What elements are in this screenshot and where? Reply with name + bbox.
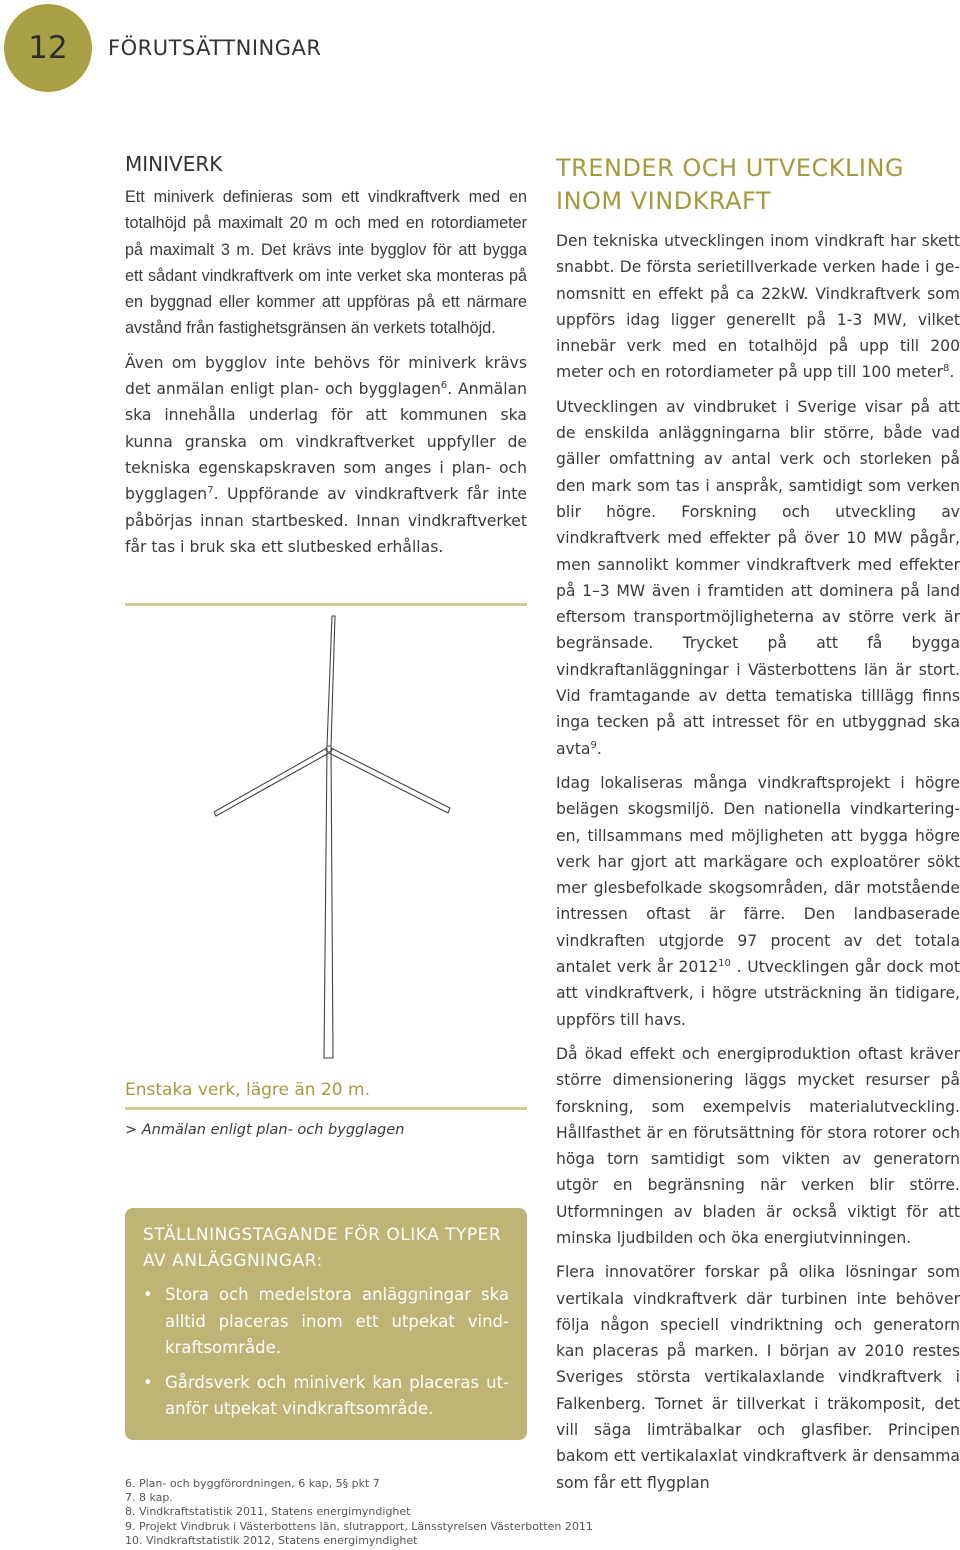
p1-text-b: . (949, 363, 955, 382)
trends-paragraph-3 (556, 770, 960, 1033)
footnotes (125, 1477, 593, 1548)
footnote-6: 6. Plan- och byggförordningen, 6 kap, 5§ pkt 7 (125, 1477, 380, 1490)
list-item-text: Stora och medelstora anläggningar ska alltid placeras inom ett utpekat vindkraftsområde. (165, 1285, 509, 1357)
page-number-badge: 12 (4, 4, 92, 92)
list-item (143, 1370, 509, 1423)
footnote-ref-10[interactable]: 10 (718, 957, 731, 969)
wind-turbine-illustration (200, 608, 460, 1068)
list-item-text: Gårdsverk och miniverk kan placeras utanför utpekat vindkraftsområde. (165, 1372, 509, 1418)
p2-text-c: . Uppförande av vindkraftverk får inte påbörjas innan startbesked. Innan vindkraftverket får tas i bruk ska ett slutbesked erhållas. (125, 485, 527, 556)
list-item (143, 1282, 509, 1362)
trends-heading: TRENDER OCH UTVECKLING INOM VINDKRAFT (556, 154, 905, 215)
section-title: FÖRUTSÄTTNINGAR (108, 36, 322, 60)
p3-text-b: . Utvecklingen går dock mot att vindkraftverk, i högre utsträckning än tidigare, uppförs till havs. (556, 958, 960, 1029)
left-column (125, 152, 527, 568)
bullet-icon: • (143, 1372, 153, 1392)
footnote-ref-7[interactable]: 7 (207, 485, 214, 497)
footnote-7: 7. 8 kap. (125, 1491, 173, 1505)
p1-text-a: Den tekniska utvecklingen inom vindkraft har skett snabbt. De första serietillverkade verken hade i genomsnitt en effekt på ca 22kW. Vindkraftverk som uppförs idag ligger generellt på 1-3 MW, vilket innebär verk med en totalhöjd på upp till 200 meter och en rotordiameter på upp till 100 meter (556, 232, 960, 382)
standpoint-box-title: STÄLLNINGSTAGANDE FÖR OLIKA TYPER AV ANLÄGGNINGAR: (143, 1225, 502, 1271)
p2-text-b: . Anmälan ska innehålla underlag för att kommunen ska kunna granska om vindkraftverket uppfyller de tekniska egenskapskraven som anges i plan- och bygglagen (125, 380, 528, 504)
miniverk-heading: MINIVERK (125, 152, 223, 176)
p2-text-a: Även om bygglov inte behövs för miniverk krävs det anmälan enligt plan- och bygglagen (125, 353, 527, 399)
footnote-8: 8. Vindkraftstatistik 2011, Statens energimyndighet (125, 1505, 411, 1519)
trends-paragraph-1 (556, 228, 960, 386)
footnote-9: 9. Projekt Vindbruk i Västerbottens län, slutrapport, Länsstyrelsen Västerbotten 2011 (125, 1519, 593, 1533)
link-anmalan-plan-bygglagen[interactable]: > Anmälan enligt plan- och bygglagen (125, 1122, 405, 1138)
illustration-caption: Enstaka verk, lägre än 20 m. (125, 1080, 370, 1100)
trends-paragraph-2 (556, 394, 960, 762)
footnote-10: 10. Vindkraftstatistik 2012, Statens energimyndighet (125, 1533, 418, 1547)
miniverk-paragraph-1: Ett miniverk definieras som ett vindkraftverk med en totalhöjd på maximalt 20 m och med en rotordiameter på maximalt 3 m. Det krävs inte bygglov för att bygga ett sådant vindkraftverk om inte verket ska monteras på en byggnad eller kommer att uppföras på ett närmare avstånd från fastighetsgränsen än verkets totalhöjd. (125, 188, 527, 338)
footnote-ref-6[interactable]: 6 (440, 379, 448, 391)
right-column (556, 152, 960, 1504)
trends-paragraph-5: Flera innovatörer forskar på olika lösningar som vertikala vindkraftverk där turbinen inte behöver följa någon speciell vindriktning och generatorn kan placeras på marken. I början av 2010 restes Sveriges största vertikalaxlande vindkraftverk i Falkenberg. Tornet är tillverkat i träkomposit, det vill säga limträbalkar och glasfiber. Principen bakom ett vertikalaxlat vindkraftverk är densamma som får ett flygplan (556, 1263, 960, 1492)
divider-top (125, 603, 527, 606)
footnote-ref-9[interactable]: 9 (590, 739, 597, 751)
miniverk-paragraph-2 (125, 350, 527, 560)
standpoint-list (143, 1282, 509, 1423)
p3-text-a: Idag lokaliseras många vindkraftsprojekt i högre belägen skogsmiljö. Den nationella vindkarteringen, tillsammans med möjligheten att bygga högre verk har gjort att markägare och exploatörer sökt mer glesbefolkade skogsområden, där motstående intressen oftast är färre. Den landbaserade vindkraften utgjorde 97 procent av det totala antalet verk år 2012 (556, 773, 960, 977)
footnote-ref-8[interactable]: 8 (943, 363, 950, 375)
p2-text-b: . (596, 739, 602, 758)
bullet-icon: • (143, 1285, 153, 1304)
trends-paragraph-4: Då ökad effekt och energiproduktion oftast kräver större dimensionering läggs mycket resurser på forskning, som exempelvis materialutveckling. Hållfasthet är en förutsättning för stora rotorer och höga torn samtidigt som vikten av generatorn utgör en begränsning när verken blir större. Utformningen av bladen är också viktigt för att minska ljudbilden och öka energiutvinningen. (556, 1044, 960, 1247)
divider-bottom (125, 1107, 527, 1110)
p2-text-a: Utvecklingen av vindbruket i Sverige visar på att de enskilda anläggningarna blir större, både vad gäller omfattning av antal verk och storleken på den mark som tas i anspråk, samtidigt som verken blir högre. Forskning och utveckling av vindkraftverk med effekter på över 10 MW pågår, men sannolikt kommer vindkraftverk med effekter på 1–3 MW även i framtiden att dominera på land eftersom transportmöjligheterna av större verk är begränsade. Trycket på att få bygga vindkraftanläggningar i Västerbottens län är stort. Vid framtagande av detta tematiska tilllägg finns inga tecken på att intresset för en utbyggnad ska avta (556, 397, 960, 758)
standpoint-box (125, 1208, 527, 1440)
